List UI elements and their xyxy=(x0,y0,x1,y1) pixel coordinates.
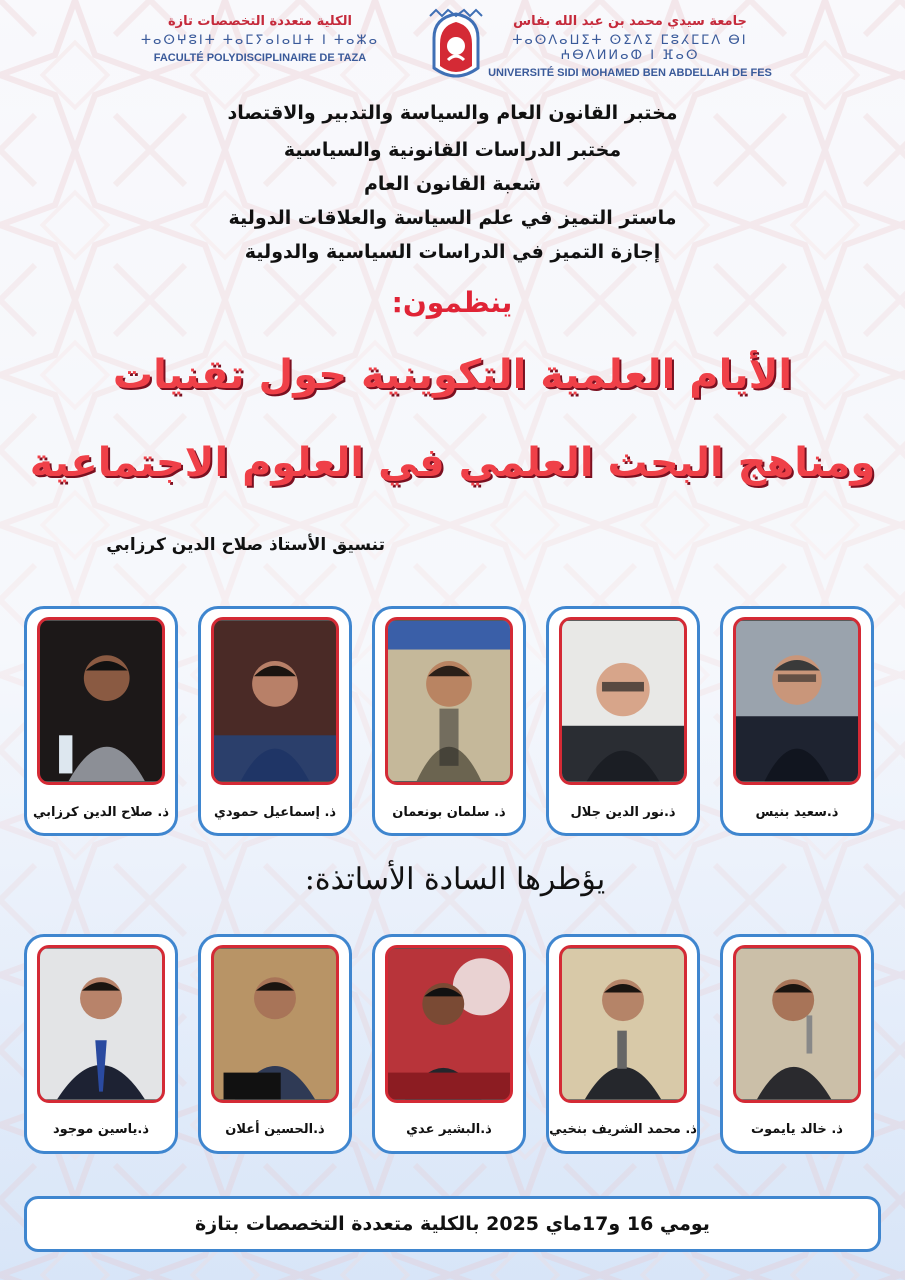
organizer-line: ماستر التميز في علم السياسة والعلاقات الدولية xyxy=(228,207,677,229)
speaker-name: ذ. محمد الشريف بنخيي xyxy=(549,1122,697,1137)
speaker-card xyxy=(198,934,352,1154)
speaker-photo xyxy=(559,617,687,785)
speaker-photo xyxy=(37,945,165,1103)
speaker-name: ذ. سلمان بونعمان xyxy=(392,805,506,820)
speaker-photo xyxy=(211,617,339,785)
speaker-photo xyxy=(385,617,513,785)
speaker-name: ذ.نور الدين جلال xyxy=(570,805,676,820)
faculty-name-fr: FACULTÉ POLYDISCIPLINAIRE DE TAZA xyxy=(153,52,367,64)
university-name-ar: جامعة سيدي محمد بن عبد الله بفاس xyxy=(513,14,747,29)
speaker-photo xyxy=(733,945,861,1103)
speaker-card xyxy=(372,934,526,1154)
speaker-name: ذ. إسماعيل حمودي xyxy=(213,805,337,820)
speaker-card xyxy=(720,606,874,836)
organizer-line: مختبر القانون العام والسياسة والتدبير والاقتصاد xyxy=(227,102,678,124)
university-name-tifinagh: ⵜⴰⵙⴷⴰⵡⵉⵜ ⵙⵉⴷⵉ ⵎⵓⵃⵎⵎⴷ ⴱⵏ ⵄⴱⴷⵍⵍⴰⵀ ⵏ ⴼⴰⵙ xyxy=(512,33,748,63)
speaker-photo xyxy=(559,945,687,1103)
university-header xyxy=(480,14,780,79)
speaker-card xyxy=(372,606,526,836)
event-date-banner xyxy=(24,1196,881,1252)
speaker-card xyxy=(720,934,874,1154)
speaker-name: ذ.البشير عدي xyxy=(406,1122,492,1137)
faculty-header xyxy=(110,14,410,64)
speaker-photo xyxy=(385,945,513,1103)
speaker-name: ذ. خالد يايموت xyxy=(751,1122,843,1137)
speaker-photo xyxy=(37,617,165,785)
event-date-text: يومي 16 و17ماي 2025 بالكلية متعددة التخصصات بتازة xyxy=(195,1213,710,1235)
university-name-fr: UNIVERSITÉ SIDI MOHAMED BEN ABDELLAH DE FES xyxy=(488,67,772,79)
speaker-card xyxy=(24,934,178,1154)
university-emblem-icon xyxy=(426,8,486,86)
event-title-line-1: الأيام العلمية التكوينية حول تقنيات xyxy=(112,352,793,398)
speaker-photo xyxy=(211,945,339,1103)
event-title-line-2: ومناهج البحث العلمي في العلوم الاجتماعية xyxy=(29,440,876,486)
faculty-name-tifinagh: ⵜⴰⵙⵖⵓⵏⵜ ⵜⴰⵎⵢⴰⵏⴰⵡⵜ ⵏ ⵜⴰⵣⴰ xyxy=(140,33,380,48)
speaker-name: ذ.الحسين أعلان xyxy=(225,1122,325,1137)
faculty-name-ar: الكلية متعددة التخصصات تازة xyxy=(167,14,353,29)
speaker-card xyxy=(198,606,352,836)
coordination-text: تنسيق الأستاذ صلاح الدين كرزابي xyxy=(106,535,385,555)
speaker-card xyxy=(546,934,700,1154)
organizer-line: شعبة القانون العام xyxy=(363,173,542,195)
speaker-photo xyxy=(733,617,861,785)
organizer-line: إجازة التميز في الدراسات السياسية والدولية xyxy=(244,241,661,263)
speaker-name: ذ. صلاح الدين كرزابي xyxy=(32,805,170,820)
speaker-name: ذ.ياسين موجود xyxy=(52,1122,150,1137)
supervisors-label: يؤطرها السادة الأساتذة: xyxy=(304,862,606,897)
speaker-card xyxy=(546,606,700,836)
speaker-card xyxy=(24,606,178,836)
organizer-line: مختبر الدراسات القانونية والسياسية xyxy=(283,139,622,161)
organize-label: ينظمون: xyxy=(391,286,513,319)
speaker-name: ذ.سعيد بنيس xyxy=(755,805,839,820)
